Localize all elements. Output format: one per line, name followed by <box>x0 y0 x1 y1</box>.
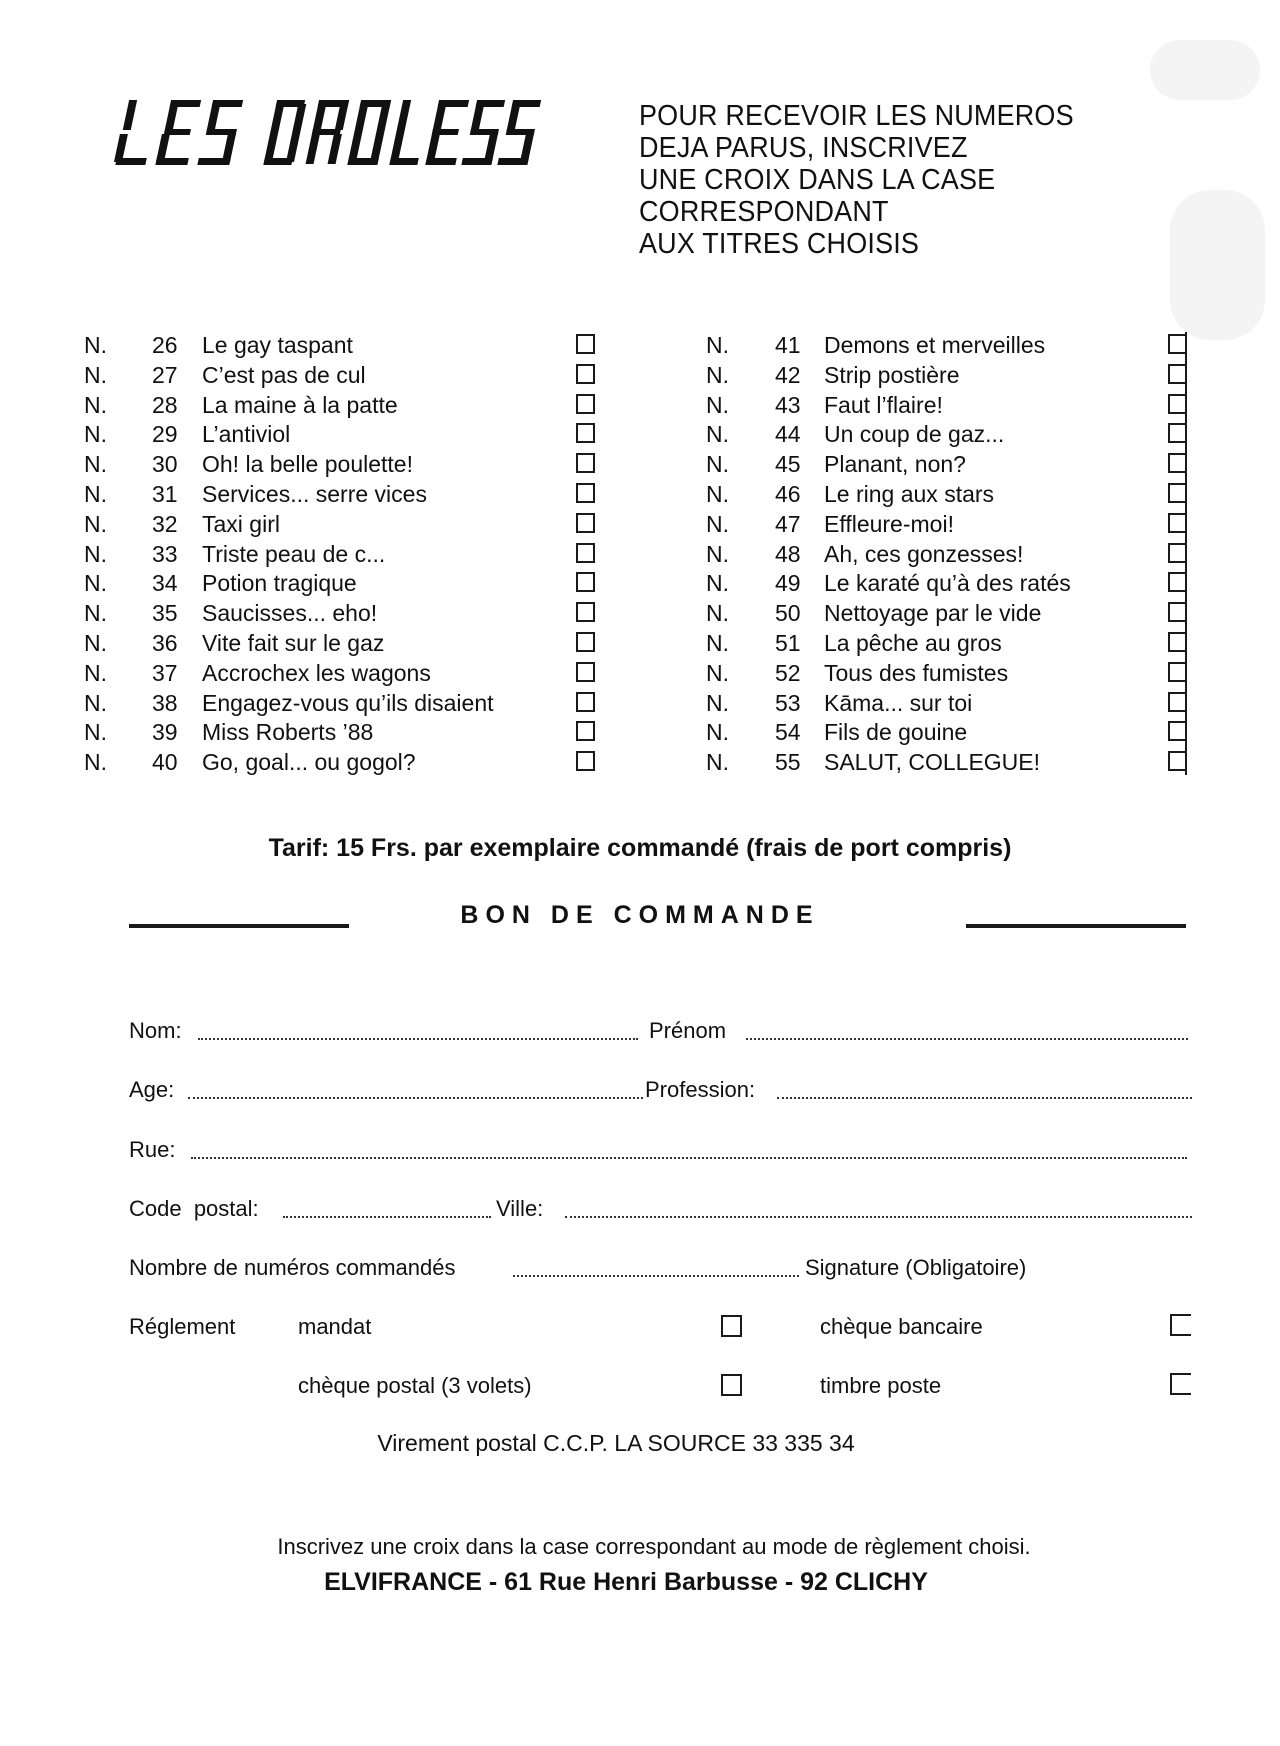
issue-title: Saucisses... eho! <box>202 600 378 627</box>
bank-transfer-info: Virement postal C.C.P. LA SOURCE 33 335 34 <box>377 1430 855 1456</box>
issue-prefix: N. <box>84 540 107 567</box>
issue-row <box>706 568 1196 598</box>
issue-number: 46 <box>775 481 801 507</box>
issue-title: Tous des fumistes <box>824 659 1009 686</box>
issue-row <box>706 747 1196 777</box>
issue-row <box>706 479 1196 509</box>
form-row-city <box>0 1194 1280 1224</box>
issue-prefix: N. <box>706 719 729 746</box>
issue-row <box>706 539 1196 569</box>
signature-label: Signature (Obligatoire) <box>805 1255 1027 1280</box>
ville-field[interactable] <box>565 1194 1192 1224</box>
issue-checkbox[interactable] <box>576 692 595 712</box>
issue-row <box>84 688 604 718</box>
issue-row <box>84 598 604 628</box>
rue-label: Rue: <box>129 1137 176 1162</box>
issue-number: 39 <box>152 719 178 746</box>
cheque-postal-label: chèque postal (3 volets) <box>298 1373 532 1398</box>
intro-line: CORRESPONDANT <box>639 196 889 228</box>
issue-number: 32 <box>152 510 178 537</box>
issue-prefix: N. <box>706 600 729 627</box>
issue-title: Go, goal... ou gogol? <box>202 749 416 776</box>
code-postal-field[interactable] <box>283 1194 491 1224</box>
issue-title: Strip postière <box>824 361 960 388</box>
payment-row-2 <box>0 1371 1280 1401</box>
issue-number: 35 <box>152 600 178 627</box>
issue-prefix: N. <box>706 510 729 537</box>
form-row-quantity <box>0 1253 1280 1283</box>
issue-row <box>706 598 1196 628</box>
issue-title: Demons et merveilles <box>824 332 1046 358</box>
issue-row <box>84 747 604 777</box>
issue-prefix: N. <box>706 332 729 358</box>
issue-row <box>84 330 604 360</box>
issue-prefix: N. <box>706 361 729 388</box>
nombre-label: Nombre de numéros commandés <box>129 1255 456 1280</box>
issue-checkbox[interactable] <box>576 751 595 771</box>
intro-line: AUX TITRES CHOISIS <box>639 228 920 260</box>
issue-number: 28 <box>152 391 178 418</box>
issue-number: 29 <box>152 421 178 448</box>
issue-prefix: N. <box>706 540 729 567</box>
prenom-label: Prénom <box>649 1018 727 1043</box>
issue-prefix: N. <box>706 570 729 597</box>
issue-number: 27 <box>152 361 178 388</box>
issue-checkbox[interactable] <box>576 721 595 741</box>
issue-title: Le gay taspant <box>202 332 353 358</box>
issue-title: Taxi girl <box>202 510 280 537</box>
issue-number: 30 <box>152 451 178 478</box>
issue-number: 43 <box>775 391 801 418</box>
issue-prefix: N. <box>84 421 107 448</box>
issue-number: 52 <box>775 659 801 686</box>
issue-number: 45 <box>775 451 801 478</box>
issue-row <box>84 509 604 539</box>
issue-prefix: N. <box>84 510 107 537</box>
code-postal-label: Code postal: <box>129 1196 259 1221</box>
issue-row <box>706 330 1196 360</box>
issue-row <box>84 658 604 688</box>
issue-number: 31 <box>152 481 178 507</box>
issue-prefix: N. <box>706 391 729 418</box>
issue-row <box>84 419 604 449</box>
issue-number: 37 <box>152 659 178 686</box>
issue-prefix: N. <box>706 659 729 686</box>
payment-label: Réglement <box>129 1314 236 1339</box>
logo-lettering <box>108 96 558 168</box>
issue-prefix: N. <box>84 570 107 597</box>
issue-prefix: N. <box>84 630 107 656</box>
age-field[interactable] <box>188 1075 643 1105</box>
issue-checkbox[interactable] <box>576 543 595 563</box>
issue-number: 44 <box>775 421 801 448</box>
issue-number: 34 <box>152 570 178 597</box>
issue-prefix: N. <box>84 659 107 686</box>
issue-title: Un coup de gaz... <box>824 421 1005 448</box>
issue-checkbox[interactable] <box>576 483 595 503</box>
issue-prefix: N. <box>706 451 729 478</box>
issue-checkbox[interactable] <box>576 572 595 592</box>
issue-title: Planant, non? <box>824 451 966 478</box>
issue-prefix: N. <box>706 421 729 448</box>
issue-title: Kāma... sur toi <box>824 689 973 716</box>
issue-prefix: N. <box>84 361 107 388</box>
payment-row-1 <box>0 1312 1280 1342</box>
issue-row <box>84 539 604 569</box>
issue-title: Nettoyage par le vide <box>824 600 1042 627</box>
issue-prefix: N. <box>84 481 107 507</box>
issue-row <box>84 360 604 390</box>
mandat-checkbox[interactable] <box>721 1315 742 1337</box>
profession-label: Profession: <box>645 1077 756 1102</box>
issue-row <box>84 568 604 598</box>
issue-row <box>84 717 604 747</box>
nom-field[interactable] <box>198 1016 638 1046</box>
issue-number: 50 <box>775 600 801 627</box>
order-form-title: BON DE COMMANDE <box>460 901 820 929</box>
issue-list-left <box>84 330 604 780</box>
issue-title: Vite fait sur le gaz <box>202 630 385 656</box>
issue-checkbox[interactable] <box>576 394 595 414</box>
issue-prefix: N. <box>84 600 107 627</box>
issue-prefix: N. <box>84 689 107 716</box>
issue-title: SALUT, COLLEGUE! <box>824 749 1041 776</box>
issue-row <box>706 449 1196 479</box>
rue-field[interactable] <box>191 1135 1187 1165</box>
nombre-field[interactable] <box>513 1253 799 1283</box>
issue-row <box>706 360 1196 390</box>
issue-number: 26 <box>152 332 178 358</box>
issue-number: 51 <box>775 630 801 656</box>
issue-checkbox[interactable] <box>576 334 595 354</box>
issue-title: Engagez-vous qu’ils disaient <box>202 689 494 716</box>
issue-checkbox[interactable] <box>576 423 595 443</box>
issue-row <box>706 419 1196 449</box>
cheque-bancaire-label: chèque bancaire <box>820 1314 983 1339</box>
issue-title: Faut l’flaire! <box>824 391 943 418</box>
issue-row <box>84 479 604 509</box>
issue-checkbox[interactable] <box>576 513 595 533</box>
issue-row <box>84 628 604 658</box>
issue-list-right <box>706 330 1196 780</box>
issue-title: Services... serre vices <box>202 481 427 507</box>
payment-instruction: Inscrivez une croix dans la case correspondant au mode de règlement choisi. <box>277 1534 1031 1559</box>
issue-prefix: N. <box>84 719 107 746</box>
age-label: Age: <box>129 1077 175 1102</box>
issue-checkbox[interactable] <box>576 662 595 682</box>
issue-number: 42 <box>775 361 801 388</box>
issue-number: 33 <box>152 540 178 567</box>
issue-row <box>706 658 1196 688</box>
nom-label: Nom: <box>129 1018 182 1043</box>
heading-rule-right <box>966 924 1186 928</box>
issue-checkbox[interactable] <box>576 453 595 473</box>
mandat-label: mandat <box>298 1314 372 1339</box>
timbre-poste-checkbox[interactable] <box>1170 1373 1191 1395</box>
issue-prefix: N. <box>84 451 107 478</box>
cheque-postal-checkbox[interactable] <box>721 1374 742 1396</box>
timbre-poste-label: timbre poste <box>820 1373 942 1398</box>
issue-title: Oh! la belle poulette! <box>202 451 413 478</box>
issue-checkbox[interactable] <box>576 602 595 622</box>
issue-number: 54 <box>775 719 801 746</box>
issue-number: 49 <box>775 570 801 597</box>
issue-number: 36 <box>152 630 178 656</box>
magazine-logo <box>108 96 558 168</box>
profession-field[interactable] <box>777 1075 1192 1105</box>
issue-checkbox[interactable] <box>576 632 595 652</box>
issue-row <box>706 628 1196 658</box>
issue-prefix: N. <box>706 630 729 656</box>
price-note: Tarif: 15 Frs. par exemplaire commandé (frais de port compris) <box>268 834 1012 862</box>
issue-number: 55 <box>775 749 801 776</box>
issue-row <box>706 509 1196 539</box>
issue-prefix: N. <box>84 391 107 418</box>
scan-smudge <box>1170 190 1265 340</box>
scan-smudge <box>1150 40 1260 100</box>
issue-row <box>706 717 1196 747</box>
intro-line: DEJA PARUS, INSCRIVEZ <box>639 132 968 164</box>
issue-prefix: N. <box>706 689 729 716</box>
intro-line: UNE CROIX DANS LA CASE <box>639 164 996 196</box>
issue-title: La pêche au gros <box>824 630 1002 656</box>
issue-title: La maine à la patte <box>202 391 398 418</box>
form-row-street <box>0 1135 1280 1165</box>
issue-row <box>84 390 604 420</box>
issue-title: Miss Roberts ’88 <box>202 719 374 746</box>
form-row-name <box>0 1016 1280 1046</box>
issue-number: 38 <box>152 689 178 716</box>
intro-line: POUR RECEVOIR LES NUMEROS <box>639 100 1074 132</box>
issue-title: Ah, ces gonzesses! <box>824 540 1024 567</box>
issue-number: 41 <box>775 332 801 358</box>
issue-title: Le karaté qu’à des ratés <box>824 570 1071 597</box>
ville-label: Ville: <box>496 1196 544 1221</box>
issue-prefix: N. <box>706 481 729 507</box>
issue-row <box>706 688 1196 718</box>
issue-checkbox[interactable] <box>576 364 595 384</box>
issue-title: C’est pas de cul <box>202 361 366 388</box>
issue-title: Triste peau de c... <box>202 540 386 567</box>
issue-number: 40 <box>152 749 178 776</box>
issue-prefix: N. <box>706 749 729 776</box>
issue-number: 53 <box>775 689 801 716</box>
issue-title: Fils de gouine <box>824 719 968 746</box>
intro-instructions <box>639 100 1074 260</box>
issue-prefix: N. <box>84 749 107 776</box>
form-row-age <box>0 1075 1280 1105</box>
issue-title: Potion tragique <box>202 570 357 597</box>
cheque-bancaire-checkbox[interactable] <box>1170 1314 1191 1336</box>
issue-title: Le ring aux stars <box>824 481 995 507</box>
issue-number: 47 <box>775 510 801 537</box>
issue-row <box>84 449 604 479</box>
issue-prefix: N. <box>84 332 107 358</box>
issue-row <box>706 390 1196 420</box>
checkbox-column-edge <box>1185 332 1187 775</box>
issue-title: Accrochex les wagons <box>202 659 431 686</box>
issue-number: 48 <box>775 540 801 567</box>
publisher-address: ELVIFRANCE - 61 Rue Henri Barbusse - 92 CLICHY <box>324 1568 928 1596</box>
issue-title: L’antiviol <box>202 421 291 448</box>
issue-title: Effleure-moi! <box>824 510 954 537</box>
prenom-field[interactable] <box>746 1016 1188 1046</box>
